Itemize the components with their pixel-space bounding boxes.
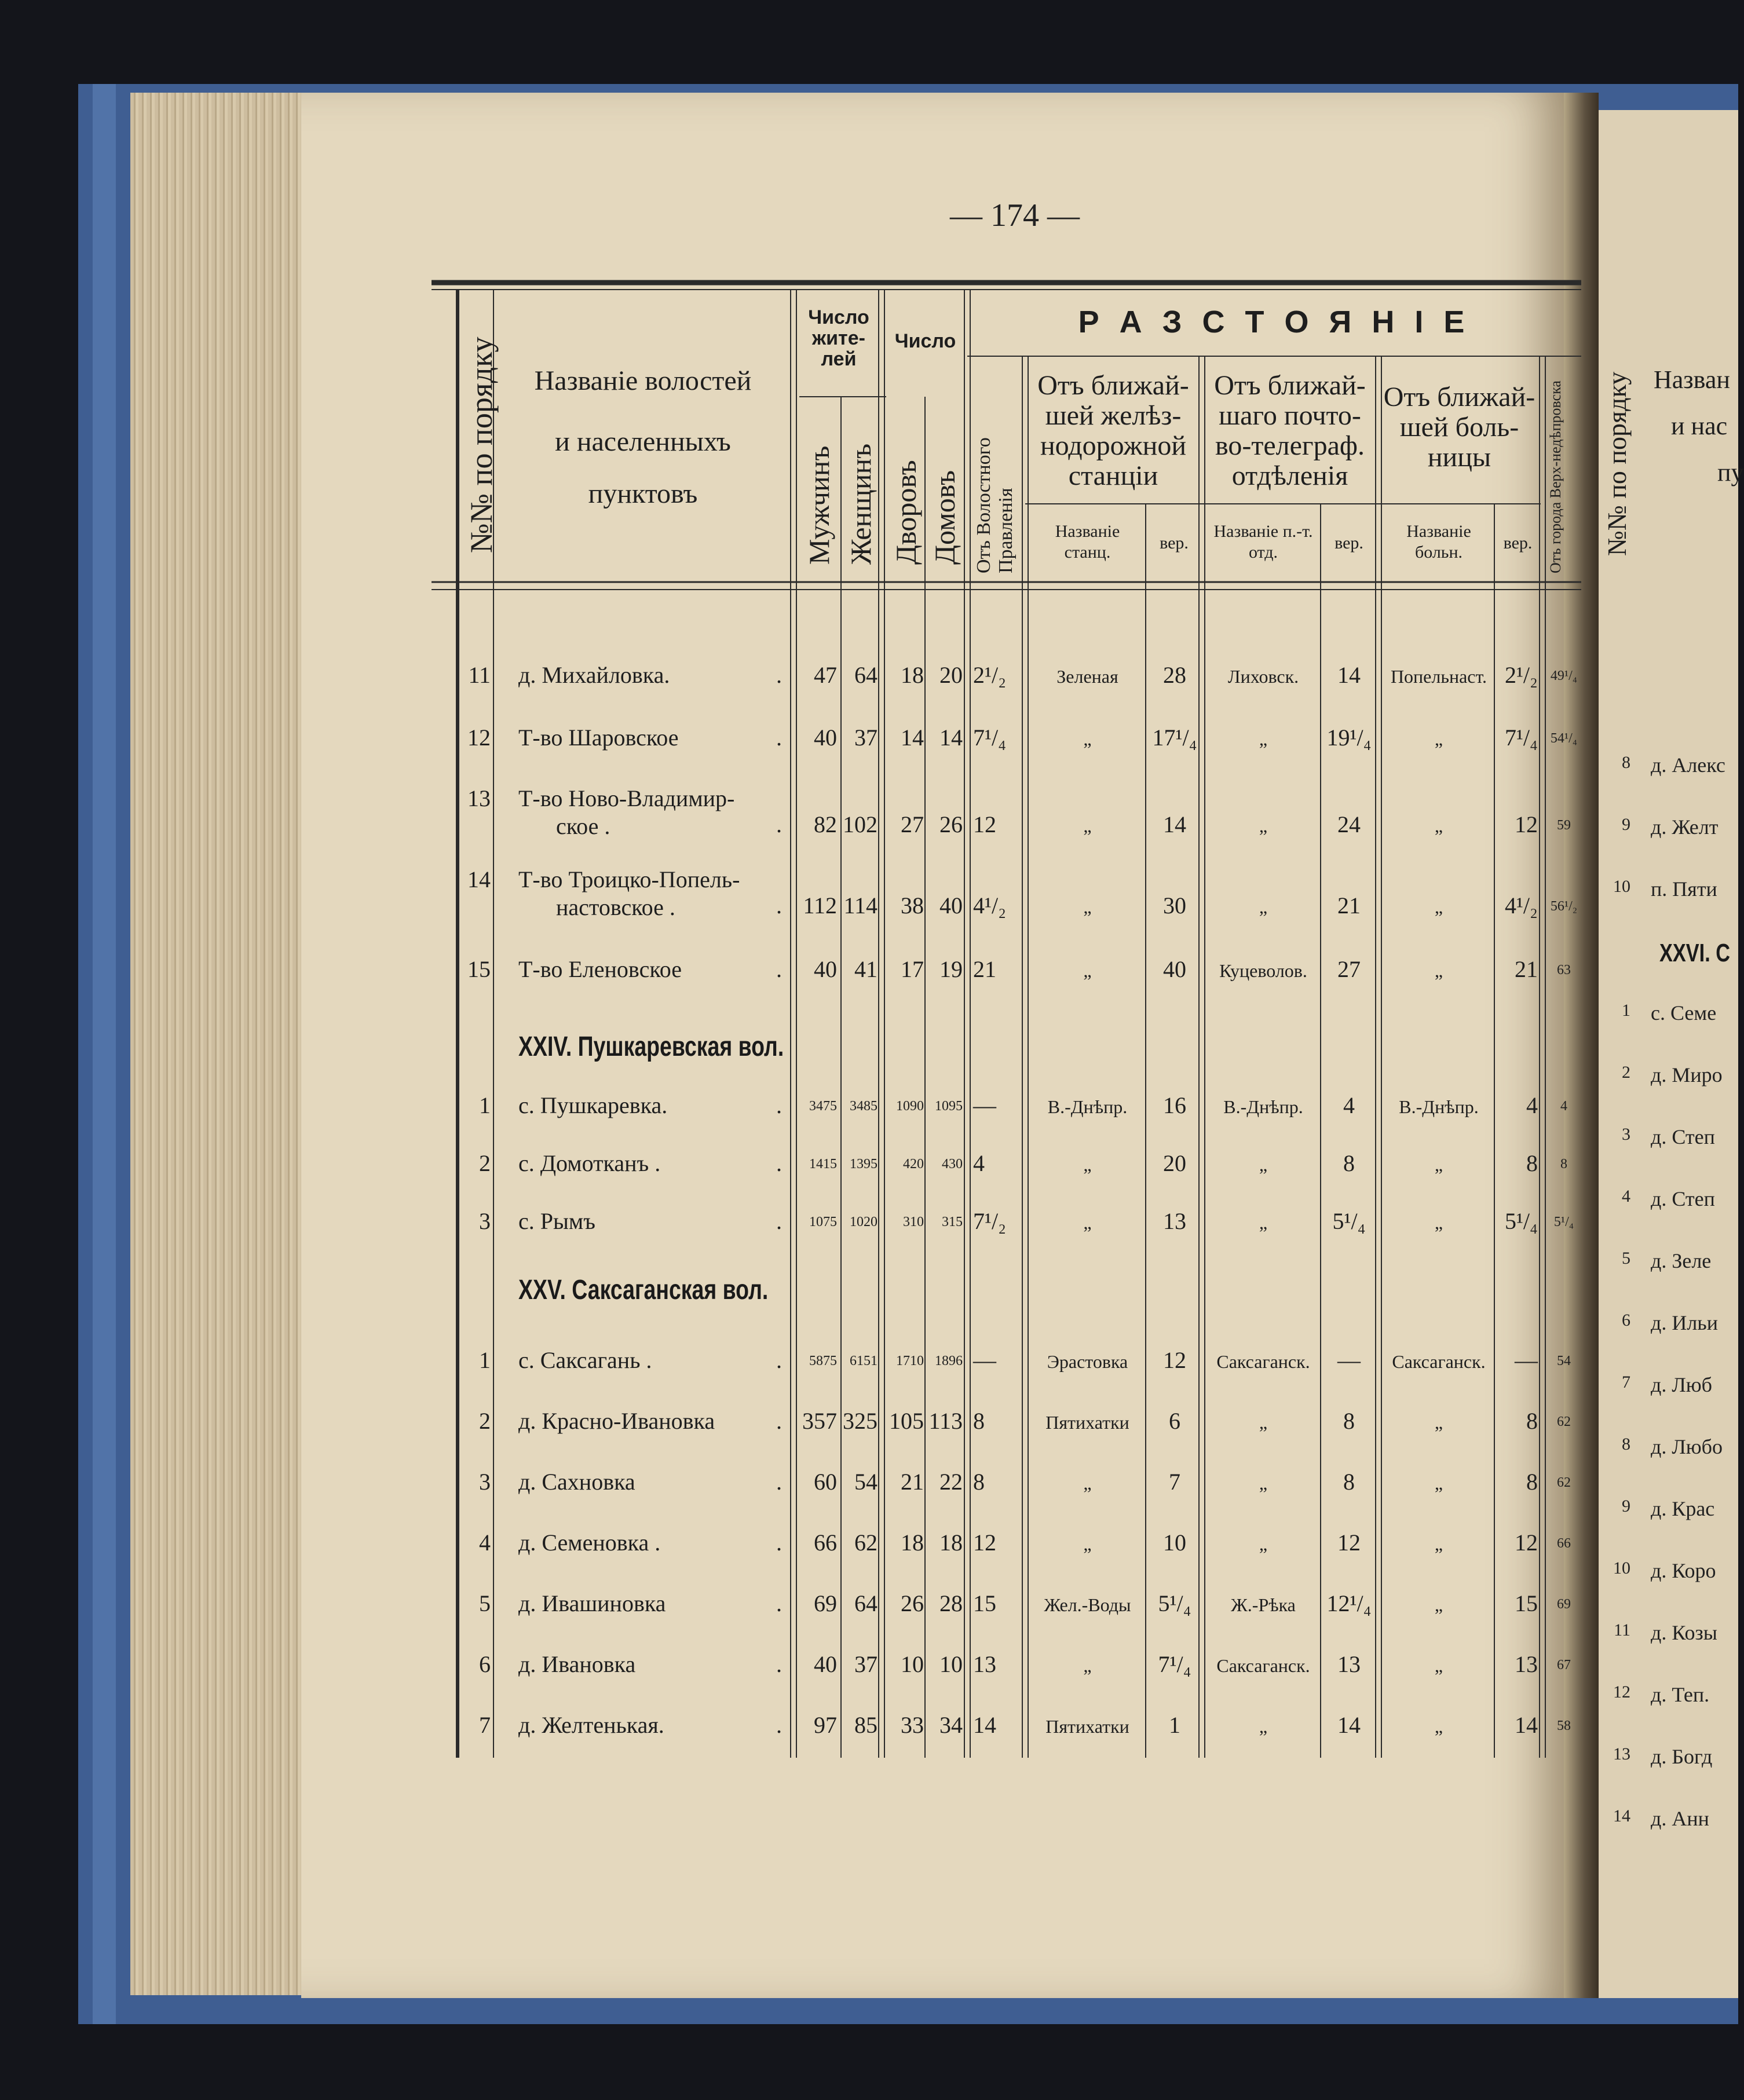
cell-hosp-v: 7¹/₄ [1504,725,1538,751]
post-versts-header: вер. [1334,533,1363,553]
settlement-name: Т-во Шаровское [518,725,679,751]
cell-post-v: 14 [1337,662,1361,688]
cell-rail: В.-Днѣпр. [1047,1096,1128,1117]
cell-volost: — [973,1347,996,1373]
leader-dot: . [776,1651,782,1677]
cell-post: В.-Днѣпр. [1223,1096,1303,1117]
leader-dot: . [776,1590,782,1616]
right-row-name: д. Зеле [1651,1249,1712,1272]
cell-hosp-v: 14 [1515,1712,1538,1738]
cell-men: 357 [802,1408,837,1434]
cell-volost: 21 [973,956,996,982]
cell-hosp: „ [1434,1594,1443,1615]
cell-men: 40 [814,725,837,751]
post-header: Отъ ближай-шаго почто-во-телеграф. отдѣленія [1214,370,1366,491]
right-row-name: д. Любо [1651,1435,1723,1458]
leader-dot: . [776,662,782,688]
cell-city: 67 [1557,1658,1571,1673]
right-row-name: д. Анн [1651,1807,1709,1830]
cell-post-v: — [1337,1347,1361,1373]
cell-rail-v: 1 [1169,1712,1180,1738]
cell-rail: Зеленая [1056,666,1118,687]
settlement-name-cont: настовское . [556,894,675,920]
right-row-number: 10 [1613,1558,1630,1578]
leader-dot: . [776,1208,782,1234]
leader-dot: . [776,956,782,982]
settlement-name: д. Желтенькая. [518,1712,664,1738]
page-number: — 174 — [950,197,1080,233]
cell-rail-v: 20 [1163,1150,1186,1176]
cell-women: 325 [843,1408,878,1434]
cell-rail: „ [1083,815,1092,836]
cell-city: 59 [1557,818,1571,833]
cell-city: 62 [1557,1475,1571,1490]
right-row-number: 4 [1622,1187,1630,1206]
row-number: 4 [479,1530,491,1556]
cell-women: 62 [854,1530,878,1556]
cell-post-v: 5¹/₄ [1332,1208,1366,1234]
cell-women: 54 [854,1469,878,1495]
cell-rail: „ [1083,1212,1092,1233]
cell-post-v: 4 [1343,1092,1355,1118]
cell-yards: 14 [901,725,924,751]
cell-hosp-v: 5¹/₄ [1504,1208,1538,1234]
cell-hosp-v: — [1515,1347,1538,1373]
settlement-name: д. Ивашиновка [518,1590,666,1616]
leader-dot: . [776,1530,782,1556]
cell-post: „ [1259,1154,1268,1175]
cell-men: 3475 [809,1099,837,1114]
cell-post: „ [1259,815,1268,836]
cell-volost: 2¹/₂ [973,662,1007,688]
name-header-line-3: пунктовъ [588,478,698,509]
cell-post: Ж.-Рѣка [1231,1594,1296,1615]
cell-post-v: 27 [1337,956,1361,982]
right-row-name: д. Миро [1651,1063,1723,1086]
settlement-name: д. Красно-Ивановка [518,1408,715,1434]
right-row-name: д. Крас [1651,1497,1715,1520]
cell-rail-v: 13 [1163,1208,1186,1234]
leader-dot: . [776,1150,782,1176]
cell-rail: „ [1083,1655,1092,1676]
cell-hosp-v: 12 [1515,1530,1538,1556]
cell-volost: 14 [973,1712,996,1738]
hospital-versts-header: вер. [1503,533,1533,553]
cell-rail-v: 7 [1169,1469,1180,1495]
cell-hosp: „ [1434,1716,1443,1737]
cell-hosp: „ [1434,1154,1443,1175]
cell-volost: 8 [973,1408,985,1434]
cell-rail: Эрастовка [1047,1351,1128,1372]
cell-houses: 1896 [935,1353,963,1369]
settlement-name: д. Семеновка . [518,1530,661,1556]
name-header-line-1: Названіе волостей [534,365,752,396]
cell-men: 1075 [809,1214,837,1230]
cell-houses: 10 [939,1651,963,1677]
cell-rail-v: 28 [1163,662,1186,688]
settlement-name: с. Домотканъ . [518,1150,661,1176]
row-number: 3 [479,1208,491,1234]
right-row-name: д. Козы [1651,1621,1717,1644]
cell-city: 63 [1557,963,1571,978]
cell-houses: 430 [942,1157,963,1172]
cell-rail: „ [1083,729,1092,749]
cell-hosp: „ [1434,897,1443,917]
cell-yards: 27 [901,811,924,837]
row-number: 12 [467,725,491,751]
right-row-number: 14 [1613,1806,1630,1825]
cell-houses: 40 [939,892,963,919]
cell-city: 56¹/₂ [1550,899,1578,914]
right-row-number: 3 [1622,1125,1630,1144]
cell-post-v: 24 [1337,811,1361,837]
cell-yards: 10 [901,1651,924,1677]
row-number: 14 [467,866,491,892]
cell-houses: 315 [942,1214,963,1230]
cell-post-v: 14 [1337,1712,1361,1738]
row-number: 1 [479,1347,491,1373]
cell-city: 49¹/₄ [1550,668,1578,683]
rail-versts-header: вер. [1160,533,1189,553]
cell-rail: „ [1083,897,1092,917]
settlement-name-cont: ское . [556,813,610,839]
women-header: Женщинъ [844,443,877,565]
cell-city: 4 [1560,1099,1567,1114]
cell-men: 60 [814,1469,837,1495]
cell-hosp: Саксаганск. [1392,1351,1486,1372]
cell-yards: 18 [901,662,924,688]
cell-houses: 113 [928,1408,963,1434]
cell-women: 85 [854,1712,878,1738]
leader-dot: . [776,1712,782,1738]
right-row-name: д. Ильи [1651,1311,1718,1334]
cell-men: 1415 [809,1157,837,1172]
cell-hosp: „ [1434,1655,1443,1676]
cell-rail-v: 16 [1163,1092,1186,1118]
right-row-number: 6 [1622,1311,1630,1330]
hospital-header: Отъ ближай-шей боль-ницы [1383,382,1535,473]
cell-volost: — [973,1092,996,1118]
cell-post: „ [1259,729,1268,749]
cell-hosp-v: 8 [1526,1469,1538,1495]
row-number: 6 [479,1651,491,1677]
settlement-name: с. Саксагань . [518,1347,652,1373]
cell-men: 69 [814,1590,837,1616]
settlement-name: д. Михайловка. [518,662,670,688]
settlement-name: с. Пушкаревка. [518,1092,668,1118]
right-row-name: д. Степ [1651,1125,1715,1148]
settlement-name: Т-во Ново-Владимир- [518,785,735,811]
section-heading: XXV. Саксаганская вол. [518,1275,769,1305]
cell-post: Саксаганск. [1216,1655,1310,1676]
cell-city: 8 [1560,1157,1567,1172]
cell-post: „ [1259,1716,1268,1737]
rail-name-header: Названіе станц. [1055,522,1120,562]
row-number: 1 [479,1092,491,1118]
right-row-name: д. Степ [1651,1187,1715,1210]
distance-header: Р А З С Т О Я Н І Е [1078,305,1471,339]
right-row-number: 13 [1613,1744,1630,1764]
cell-city: 66 [1557,1536,1571,1551]
cell-yards: 1710 [896,1353,924,1369]
cell-rail-v: 30 [1163,892,1186,919]
cell-rail: „ [1083,960,1092,981]
cell-post-v: 13 [1337,1651,1361,1677]
yards-header: Дворовъ [890,460,922,565]
right-row-name: п. Пяти [1651,877,1717,901]
cell-post: „ [1259,897,1268,917]
cell-yards: 18 [901,1530,924,1556]
cell-post: Куцеволов. [1219,960,1307,981]
row-number: 3 [479,1469,491,1495]
cell-rail-v: 12 [1163,1347,1186,1373]
from-volost-header: Отъ Волостного Правленія [973,437,1017,573]
row-number: 5 [479,1590,491,1616]
right-row-name: д. Люб [1651,1373,1712,1396]
cell-rail-v: 17¹/₄ [1152,725,1197,751]
cell-post-v: 8 [1343,1408,1355,1434]
cell-post: Лиховск. [1227,666,1299,687]
right-row-number: 9 [1622,1497,1630,1516]
cell-rail: Пятихатки [1045,1716,1129,1737]
cell-post-v: 19¹/₄ [1326,725,1372,751]
right-row-name: д. Богд [1651,1745,1713,1768]
cell-city: 62 [1557,1414,1571,1429]
cell-women: 102 [843,811,878,837]
cell-city: 69 [1557,1597,1571,1612]
cell-hosp: Попельнаст. [1390,666,1487,687]
right-row-number: 12 [1613,1682,1630,1702]
settlement-name: Т-во Еленовское [518,956,682,982]
cell-houses: 22 [939,1469,963,1495]
cell-rail-v: 10 [1163,1530,1186,1556]
right-row-name: с. Семе [1651,1001,1717,1025]
right-name-header-1: Назван [1654,365,1730,394]
cell-houses: 28 [939,1590,963,1616]
cell-rail-v: 40 [1163,956,1186,982]
cell-women: 3485 [850,1099,878,1114]
cell-women: 64 [854,662,878,688]
cell-city: 58 [1557,1718,1571,1733]
right-name-header-2: и нас [1671,412,1728,440]
cell-yards: 17 [901,956,924,982]
right-order-header: №№ по порядку [1602,371,1632,556]
cell-houses: 1095 [935,1099,963,1114]
cell-hosp-v: 21 [1515,956,1538,982]
leader-dot: . [776,1408,782,1434]
cell-houses: 26 [939,811,963,837]
cell-houses: 34 [939,1712,963,1738]
cell-houses: 19 [939,956,963,982]
post-name-header: Названіе п.-т. отд. [1213,522,1313,562]
cell-women: 1395 [850,1157,878,1172]
leader-dot: . [776,725,782,751]
cell-post-v: 12 [1337,1530,1361,1556]
cell-volost: 7¹/₄ [973,725,1007,751]
cell-hosp: „ [1434,1534,1443,1554]
leader-dot: . [776,1092,782,1118]
cell-volost: 12 [973,1530,996,1556]
settlement-name: д. Сахновка [518,1469,635,1495]
cell-volost: 15 [973,1590,996,1616]
cell-women: 41 [854,956,878,982]
cell-hosp: „ [1434,815,1443,836]
cell-post-v: 12¹/₄ [1326,1590,1372,1616]
right-name-header-3: пу [1717,458,1744,486]
cell-women: 37 [854,725,878,751]
cell-rail: „ [1083,1473,1092,1494]
cell-rail: Пятихатки [1045,1412,1129,1433]
cell-rail: Жел.-Воды [1044,1594,1131,1615]
cell-hosp-v: 15 [1515,1590,1538,1616]
men-header: Мужчинъ [803,445,835,565]
cell-hosp-v: 8 [1526,1150,1538,1176]
cell-houses: 14 [939,725,963,751]
cell-post-v: 21 [1337,892,1361,919]
cell-post: „ [1259,1473,1268,1494]
cell-rail-v: 7¹/₄ [1158,1651,1191,1677]
cell-rail: „ [1083,1154,1092,1175]
cell-men: 40 [814,956,837,982]
cell-men: 82 [814,811,837,837]
cell-volost: 4 [973,1150,985,1176]
settlement-name: с. Рымъ [518,1208,595,1234]
right-row-name: д. Желт [1651,815,1719,839]
cell-rail: „ [1083,1534,1092,1554]
cell-yards: 26 [901,1590,924,1616]
cell-men: 112 [803,892,837,919]
cell-hosp-v: 4¹/₂ [1504,892,1538,919]
from-city-header: Отъ города Верх-недѣпровска [1547,381,1564,573]
leader-dot: . [776,1347,782,1373]
leader-dot: . [776,892,782,919]
row-number: 2 [479,1408,491,1434]
right-row-name: д. Алекс [1651,753,1725,777]
row-number: 15 [467,956,491,982]
cell-hosp-v: 8 [1526,1408,1538,1434]
cell-houses: 20 [939,662,963,688]
cell-hosp-v: 12 [1515,811,1538,837]
row-number: 13 [467,785,491,811]
cell-men: 5875 [809,1353,837,1369]
cell-post: „ [1259,1534,1268,1554]
row-number: 7 [479,1712,491,1738]
cell-yards: 420 [903,1157,924,1172]
right-row-number: 9 [1622,815,1630,834]
row-number: 2 [479,1150,491,1176]
cell-hosp: „ [1434,1473,1443,1494]
cell-rail-v: 14 [1163,811,1186,837]
houses-header: Домовъ [928,470,961,565]
cell-volost: 4¹/₂ [973,892,1007,919]
cell-houses: 18 [939,1530,963,1556]
cell-city: 54¹/₄ [1550,731,1578,746]
cell-yards: 1090 [896,1099,924,1114]
cell-post-v: 8 [1343,1150,1355,1176]
section-heading: XXIV. Пушкаревская вол. [518,1031,784,1062]
cell-women: 64 [854,1590,878,1616]
cell-post: „ [1259,1212,1268,1233]
cell-hosp-v: 13 [1515,1651,1538,1677]
cell-women: 37 [854,1651,878,1677]
cell-volost: 12 [973,811,996,837]
right-row-number: 8 [1622,1435,1630,1454]
leader-dot: . [776,1469,782,1495]
cell-men: 40 [814,1651,837,1677]
cell-hosp: „ [1434,1212,1443,1233]
name-header-line-2: и населенныхъ [555,426,731,457]
count-header: Число [894,330,956,352]
right-row-number: 2 [1622,1063,1630,1082]
row-number: 11 [468,662,491,688]
right-row-number: 5 [1622,1249,1630,1268]
cell-hosp-v: 2¹/₂ [1504,662,1538,688]
cell-men: 66 [814,1530,837,1556]
leader-dot: . [776,811,782,837]
right-section-heading: XXVI. С [1659,939,1731,967]
cell-yards: 33 [901,1712,924,1738]
cell-hosp: „ [1434,1412,1443,1433]
right-row-number: 11 [1614,1620,1630,1640]
residents-header: Число жите-лей [808,306,869,370]
cell-volost: 8 [973,1469,985,1495]
rail-header: Отъ ближай-шей желѣз-нодорожной станціи [1037,370,1189,491]
cell-hosp: „ [1434,960,1443,981]
cell-men: 97 [814,1712,837,1738]
right-row-number: 8 [1622,753,1630,772]
order-number-header: №№ по порядку [464,336,499,553]
cell-city: 54 [1557,1353,1571,1369]
cell-city: 5¹/₄ [1553,1214,1574,1230]
cell-post: „ [1259,1412,1268,1433]
cell-volost: 7¹/₂ [973,1208,1007,1234]
cell-rail-v: 5¹/₄ [1158,1590,1191,1616]
cell-yards: 310 [903,1214,924,1230]
cell-yards: 38 [901,892,924,919]
right-row-name: д. Теп. [1651,1683,1710,1706]
right-row-number: 1 [1622,1001,1630,1020]
cell-hosp-v: 4 [1526,1092,1538,1118]
cell-post: Саксаганск. [1216,1351,1310,1372]
cell-post-v: 8 [1343,1469,1355,1495]
cell-yards: 105 [889,1408,924,1434]
cell-hosp: В.-Днѣпр. [1399,1096,1479,1117]
right-row-number: 10 [1613,877,1630,896]
cell-women: 6151 [850,1353,878,1369]
cell-women: 114 [843,892,878,919]
right-row-name: д. Коро [1651,1559,1716,1582]
cell-hosp: „ [1434,729,1443,749]
right-row-number: 7 [1622,1373,1630,1392]
settlement-name: д. Ивановка [518,1651,636,1677]
hospital-name-header: Названіе больн. [1406,522,1471,562]
cell-men: 47 [814,662,837,688]
cell-volost: 13 [973,1651,996,1677]
settlement-name: Т-во Троицко-Попель- [518,866,740,892]
cell-women: 1020 [850,1214,878,1230]
cell-yards: 21 [901,1469,924,1495]
cell-rail-v: 6 [1169,1408,1180,1434]
